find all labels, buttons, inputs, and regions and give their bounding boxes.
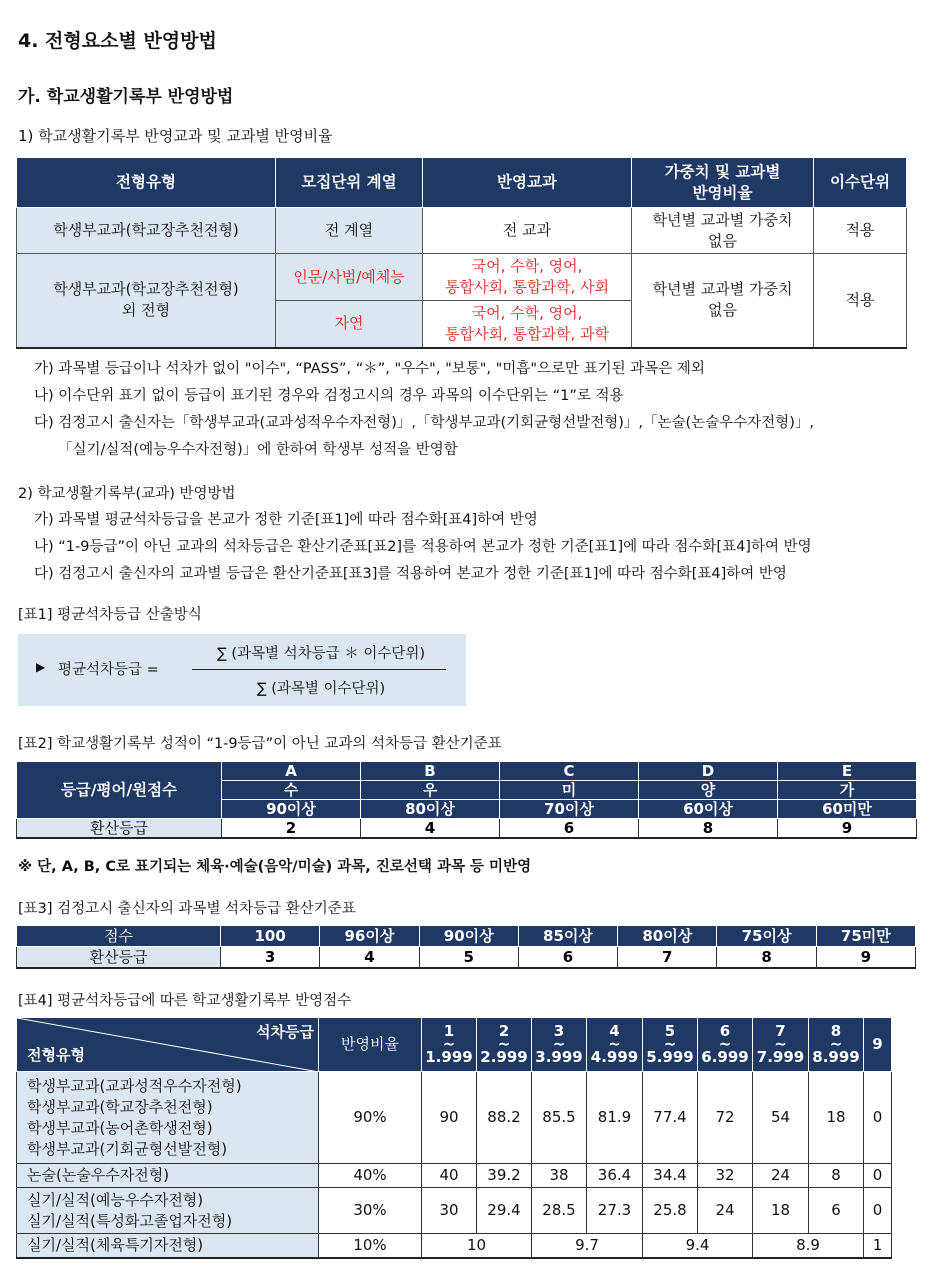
t3-conv: 3 xyxy=(221,947,320,969)
row2-credit: 적용 xyxy=(814,254,907,348)
t2-score: 60미만 xyxy=(778,800,917,819)
table3-label: [표3] 검정고시 출신자의 과목별 석차등급 환산기준표 xyxy=(18,901,356,917)
t4-cell: 34.4 xyxy=(643,1164,698,1188)
t4-cell: 10 xyxy=(422,1234,532,1258)
t4-grade: 4 ~ 4.999 xyxy=(587,1018,643,1072)
formula-box xyxy=(18,634,466,706)
subject-ratio-table xyxy=(16,157,907,349)
t4-diag-bottom: 전형유형 xyxy=(27,1046,85,1064)
t2-conv: 6 xyxy=(500,819,639,839)
note1-c: 다) 검정고시 출신자는「학생부교과(교과성적우수자전형)」,「학생부교과(기회균형선발전형)」,「논술(논술우수자전형)」, xyxy=(34,415,814,431)
t4-row3-ratio: 30% xyxy=(319,1188,422,1234)
t3-conv: 5 xyxy=(419,947,518,969)
col-unit: 모집단위 계열 xyxy=(276,158,423,208)
t4-row4-type: 실기/실적(체육특기자전형) xyxy=(17,1234,319,1258)
t2-letter: C xyxy=(500,762,639,781)
row1-unit: 전 계열 xyxy=(276,208,423,254)
t4-grade: 6 ~ 6.999 xyxy=(698,1018,753,1072)
t4-grade: 1 ~ 1.999 xyxy=(422,1018,477,1072)
subsection-heading: 가. 학교생활기록부 반영방법 xyxy=(18,87,234,107)
t4-cell: 36.4 xyxy=(587,1164,643,1188)
t4-cell: 40 xyxy=(422,1164,477,1188)
t2-conv: 9 xyxy=(778,819,917,839)
t4-cell: 8.9 xyxy=(753,1234,864,1258)
t4-cell: 72 xyxy=(698,1072,753,1164)
t4-row1-ratio: 90% xyxy=(319,1072,422,1164)
t3-conv: 8 xyxy=(717,947,816,969)
t3-score: 96이상 xyxy=(320,926,419,947)
t4-cell: 24 xyxy=(698,1188,753,1234)
t4-row3-type: 실기/실적(예능우수자전형) 실기/실적(특성화고졸업자전형) xyxy=(17,1188,319,1234)
t4-cell: 18 xyxy=(809,1072,864,1164)
t4-cell: 0 xyxy=(864,1164,892,1188)
t4-cell: 0 xyxy=(864,1188,892,1234)
t4-cell: 18 xyxy=(753,1188,809,1234)
triangle-bullet-icon: ▶ xyxy=(36,660,46,674)
t2-score: 60이상 xyxy=(639,800,778,819)
t4-cell: 29.4 xyxy=(477,1188,532,1234)
table4-label: [표4] 평균석차등급에 따른 학교생활기록부 반영점수 xyxy=(18,993,352,1009)
note2-b: 나) “1-9등급”이 아닌 교과의 석차등급은 환산기준표[표2]를 적용하여 본교가 정한 기준[표1]에 따라 점수화[표4]하여 반영 xyxy=(34,539,812,555)
t3-conv: 9 xyxy=(816,947,915,969)
col-subject: 반영교과 xyxy=(423,158,632,208)
t4-cell: 27.3 xyxy=(587,1188,643,1234)
t4-row1-type: 학생부교과(교과성적우수자전형) 학생부교과(학교장추천전형) 학생부교과(농어촌학생전형) 학생부교과(기회균형선발전형) xyxy=(17,1072,319,1164)
t4-cell: 1 xyxy=(864,1234,892,1258)
row2-type: 학생부교과(학교장추천전형) 외 전형 xyxy=(17,254,276,348)
score-table xyxy=(16,1017,892,1259)
t4-cell: 85.5 xyxy=(532,1072,587,1164)
t4-diag-top: 석차등급 xyxy=(256,1023,314,1041)
t4-cell: 88.2 xyxy=(477,1072,532,1164)
row2-unit-a: 인문/사범/예체능 xyxy=(276,254,423,301)
note2-c: 다) 검정고시 출신자의 교과별 등급은 환산기준표[표3]를 적용하여 본교가 정한 기준[표1]에 따라 점수화[표4]하여 반영 xyxy=(34,566,787,582)
note1-b: 나) 이수단위 표기 없이 등급이 표기된 경우와 검정고시의 경우 과목의 이수단위는 “1”로 적용 xyxy=(34,388,624,404)
t2-letter: E xyxy=(778,762,917,781)
section-heading: 4. 전형요소별 반영방법 xyxy=(18,30,217,52)
t2-word: 우 xyxy=(361,781,500,800)
t2-conv: 8 xyxy=(639,819,778,839)
section1-title: 1) 학교생활기록부 반영교과 및 교과별 반영비율 xyxy=(18,127,333,145)
col-type: 전형유형 xyxy=(17,158,276,208)
note1-a: 가) 과목별 등급이나 석차가 없이 "이수", “PASS”, “＊”, "우수", "보통", "미흡"으로만 표기된 과목은 제외 xyxy=(34,361,705,377)
t3-score: 85이상 xyxy=(518,926,617,947)
t2-word: 미 xyxy=(500,781,639,800)
t4-row4-ratio: 10% xyxy=(319,1234,422,1258)
grade-conversion-table xyxy=(16,761,917,839)
t4-cell: 90 xyxy=(422,1072,477,1164)
t3-conv-label: 환산등급 xyxy=(17,947,221,969)
row2-subject-b: 국어, 수학, 영어, 통합사회, 통합과학, 과학 xyxy=(423,301,632,348)
row1-subject: 전 교과 xyxy=(423,208,632,254)
t4-ratio-head: 반영비율 xyxy=(319,1018,422,1072)
fraction-bar xyxy=(192,669,446,670)
t4-grade9: 9 xyxy=(864,1018,892,1072)
col-credit: 이수단위 xyxy=(814,158,907,208)
col-weight: 가중치 및 교과별 반영비율 xyxy=(632,158,814,208)
formula-lhs: 평균석차등급 = xyxy=(58,662,159,678)
table2-note: ※ 단, A, B, C로 표기되는 체육·예술(음악/미술) 과목, 진로선택 과목 등 미반영 xyxy=(18,859,532,875)
t2-word: 양 xyxy=(639,781,778,800)
t2-conv: 2 xyxy=(222,819,361,839)
t2-rowhead: 등급/평어/원점수 xyxy=(17,762,222,819)
t2-conv-label: 환산등급 xyxy=(17,819,222,839)
t2-score: 70이상 xyxy=(500,800,639,819)
t2-letter: D xyxy=(639,762,778,781)
formula-denominator: ∑ (과목별 이수단위) xyxy=(256,681,386,697)
t4-cell: 38 xyxy=(532,1164,587,1188)
section2-title: 2) 학교생활기록부(교과) 반영방법 xyxy=(18,486,236,502)
note2-a: 가) 과목별 평균석차등급을 본교가 정한 기준[표1]에 따라 점수화[표4]하여 반영 xyxy=(34,512,538,528)
t2-conv: 4 xyxy=(361,819,500,839)
t2-word: 가 xyxy=(778,781,917,800)
t4-cell: 9.4 xyxy=(643,1234,753,1258)
table1-label: [표1] 평균석차등급 산출방식 xyxy=(18,607,202,623)
table2-label: [표2] 학교생활기록부 성적이 “1-9등급”이 아닌 교과의 석차등급 환산기준표 xyxy=(18,736,502,752)
t4-grade: 7 ~ 7.999 xyxy=(753,1018,809,1072)
t4-cell: 81.9 xyxy=(587,1072,643,1164)
t2-score: 80이상 xyxy=(361,800,500,819)
t2-letter: B xyxy=(361,762,500,781)
row1-type: 학생부교과(학교장추천전형) xyxy=(17,208,276,254)
formula-numerator: ∑ (과목별 석차등급 ＊ 이수단위) xyxy=(216,646,426,662)
t3-conv: 4 xyxy=(320,947,419,969)
t4-cell: 8 xyxy=(809,1164,864,1188)
t4-cell: 25.8 xyxy=(643,1188,698,1234)
t4-cell: 54 xyxy=(753,1072,809,1164)
t4-row2-type: 논술(논술우수자전형) xyxy=(17,1164,319,1188)
t4-cell: 24 xyxy=(753,1164,809,1188)
t3-score: 75미만 xyxy=(816,926,915,947)
t4-row2-ratio: 40% xyxy=(319,1164,422,1188)
t4-cell: 6 xyxy=(809,1188,864,1234)
t4-cell: 77.4 xyxy=(643,1072,698,1164)
t4-grade: 3 ~ 3.999 xyxy=(532,1018,587,1072)
t3-conv: 7 xyxy=(618,947,717,969)
t4-grade: 2 ~ 2.999 xyxy=(477,1018,532,1072)
t2-word: 수 xyxy=(222,781,361,800)
t4-cell: 39.2 xyxy=(477,1164,532,1188)
t2-score: 90이상 xyxy=(222,800,361,819)
row1-weight: 학년별 교과별 가중치 없음 xyxy=(632,208,814,254)
t4-cell: 30 xyxy=(422,1188,477,1234)
t4-grade: 8 ~ 8.999 xyxy=(809,1018,864,1072)
t4-cell: 32 xyxy=(698,1164,753,1188)
row1-credit: 적용 xyxy=(814,208,907,254)
t3-head-label: 점수 xyxy=(17,926,221,947)
ged-conversion-table xyxy=(16,925,916,969)
row2-subject-a: 국어, 수학, 영어, 통합사회, 통합과학, 사회 xyxy=(423,254,632,301)
t3-score: 90이상 xyxy=(419,926,518,947)
t3-score: 100 xyxy=(221,926,320,947)
t3-score: 80이상 xyxy=(618,926,717,947)
t4-cell: 0 xyxy=(864,1072,892,1164)
note1-c2: 「실기/실적(예능우수자전형)」에 한하여 학생부 성적을 반영함 xyxy=(58,442,458,458)
row2-weight: 학년별 교과별 가중치 없음 xyxy=(632,254,814,348)
t4-cell: 28.5 xyxy=(532,1188,587,1234)
row2-unit-b: 자연 xyxy=(276,301,423,348)
t4-grade: 5 ~ 5.999 xyxy=(643,1018,698,1072)
t3-score: 75이상 xyxy=(717,926,816,947)
t2-letter: A xyxy=(222,762,361,781)
t4-cell: 9.7 xyxy=(532,1234,643,1258)
t3-conv: 6 xyxy=(518,947,617,969)
t4-diag-header xyxy=(17,1018,319,1072)
